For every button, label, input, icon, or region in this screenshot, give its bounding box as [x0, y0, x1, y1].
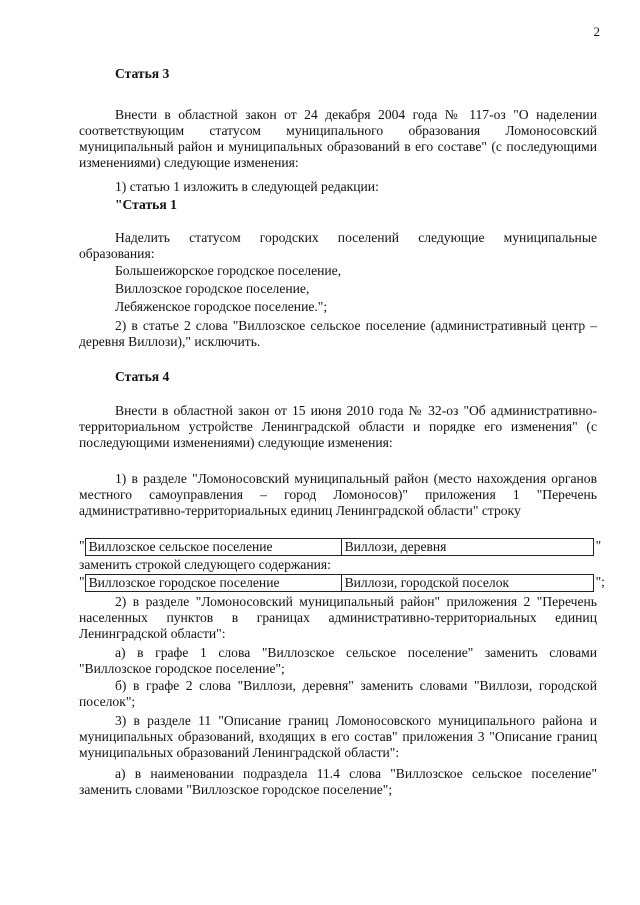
article-4-intro: Внести в областной закон от 15 июня 2010 года № 32-оз "Об административно-территориальном устройстве Ленинградской области и порядке его изменения" (с последующими изменениями) следующие изменения: [79, 403, 597, 450]
close-quote: " [595, 538, 602, 553]
article-3-title: Статья 3 [115, 66, 170, 81]
settlement-list-item: Лебяженское городское поселение."; [115, 299, 328, 314]
cell-locality: Виллози, городской поселок [344, 575, 510, 590]
cell-settlement: Виллозское сельское поселение [86, 539, 342, 555]
article-4-item-3: 3) в разделе 11 "Описание границ Ломоносовского муниципального района и муниципальных образований, входящих в его состав" приложения 3 "Описание границ муниципальных образований Ленинградской области": [79, 713, 597, 760]
row-cells [85, 574, 594, 592]
article-3-item-2: 2) в статье 2 слова "Виллозское сельское поселение (административный центр – деревня Виллози)," исключить. [79, 318, 597, 349]
open-quote: " [79, 574, 85, 589]
cell-settlement: Виллозское городское поселение [86, 575, 342, 591]
close-quote: "; [595, 574, 605, 589]
article-4-item-1: 1) в разделе "Ломоносовский муниципальный район (место нахождения органов местного самоуправления – город Ломоносов)" приложения 1 "Перечень административно-территориальных единиц Ленинградской области" строку [79, 471, 597, 518]
article-4-title: Статья 4 [115, 369, 170, 384]
settlement-list-item: Виллозское городское поселение, [115, 281, 310, 296]
table-row-old [79, 538, 602, 556]
article-3-intro: Внести в областной закон от 24 декабря 2004 года № 117-оз "О наделении соответствующим статусом муниципального образования Ломоносовский муниципальный район и муниципальных образований в его составе" (с последующими изменениями) следующие изменения: [79, 107, 597, 170]
replace-text: заменить строкой следующего содержания: [79, 557, 331, 572]
article-4-item-2b: б) в графе 2 слова "Виллози, деревня" заменить словами "Виллози, городской поселок"; [79, 678, 597, 709]
article-1-quote-title: "Статья 1 [115, 197, 177, 212]
row-cells [85, 538, 594, 556]
open-quote: " [79, 538, 85, 553]
cell-locality: Виллози, деревня [344, 539, 447, 554]
page-number: 2 [593, 24, 600, 39]
article-3-item-1: 1) статью 1 изложить в следующей редакции: [115, 179, 379, 194]
table-row-new [79, 574, 605, 592]
article-1-text: Наделить статусом городских поселений следующие муниципальные образования: [79, 230, 597, 261]
settlement-list-item: Большеижорское городское поселение, [115, 263, 342, 278]
article-4-item-2a: а) в графе 1 слова "Виллозское сельское поселение" заменить словами "Виллозское городское поселение"; [79, 645, 597, 676]
article-4-item-2: 2) в разделе "Ломоносовский муниципальный район" приложения 2 "Перечень населенных пунктов в границах административно-территориальных единиц Ленинградской области": [79, 594, 597, 641]
article-4-item-3a: а) в наименовании подраздела 11.4 слова "Виллозское сельское поселение" заменить словами "Виллозское городское поселение"; [79, 766, 597, 797]
